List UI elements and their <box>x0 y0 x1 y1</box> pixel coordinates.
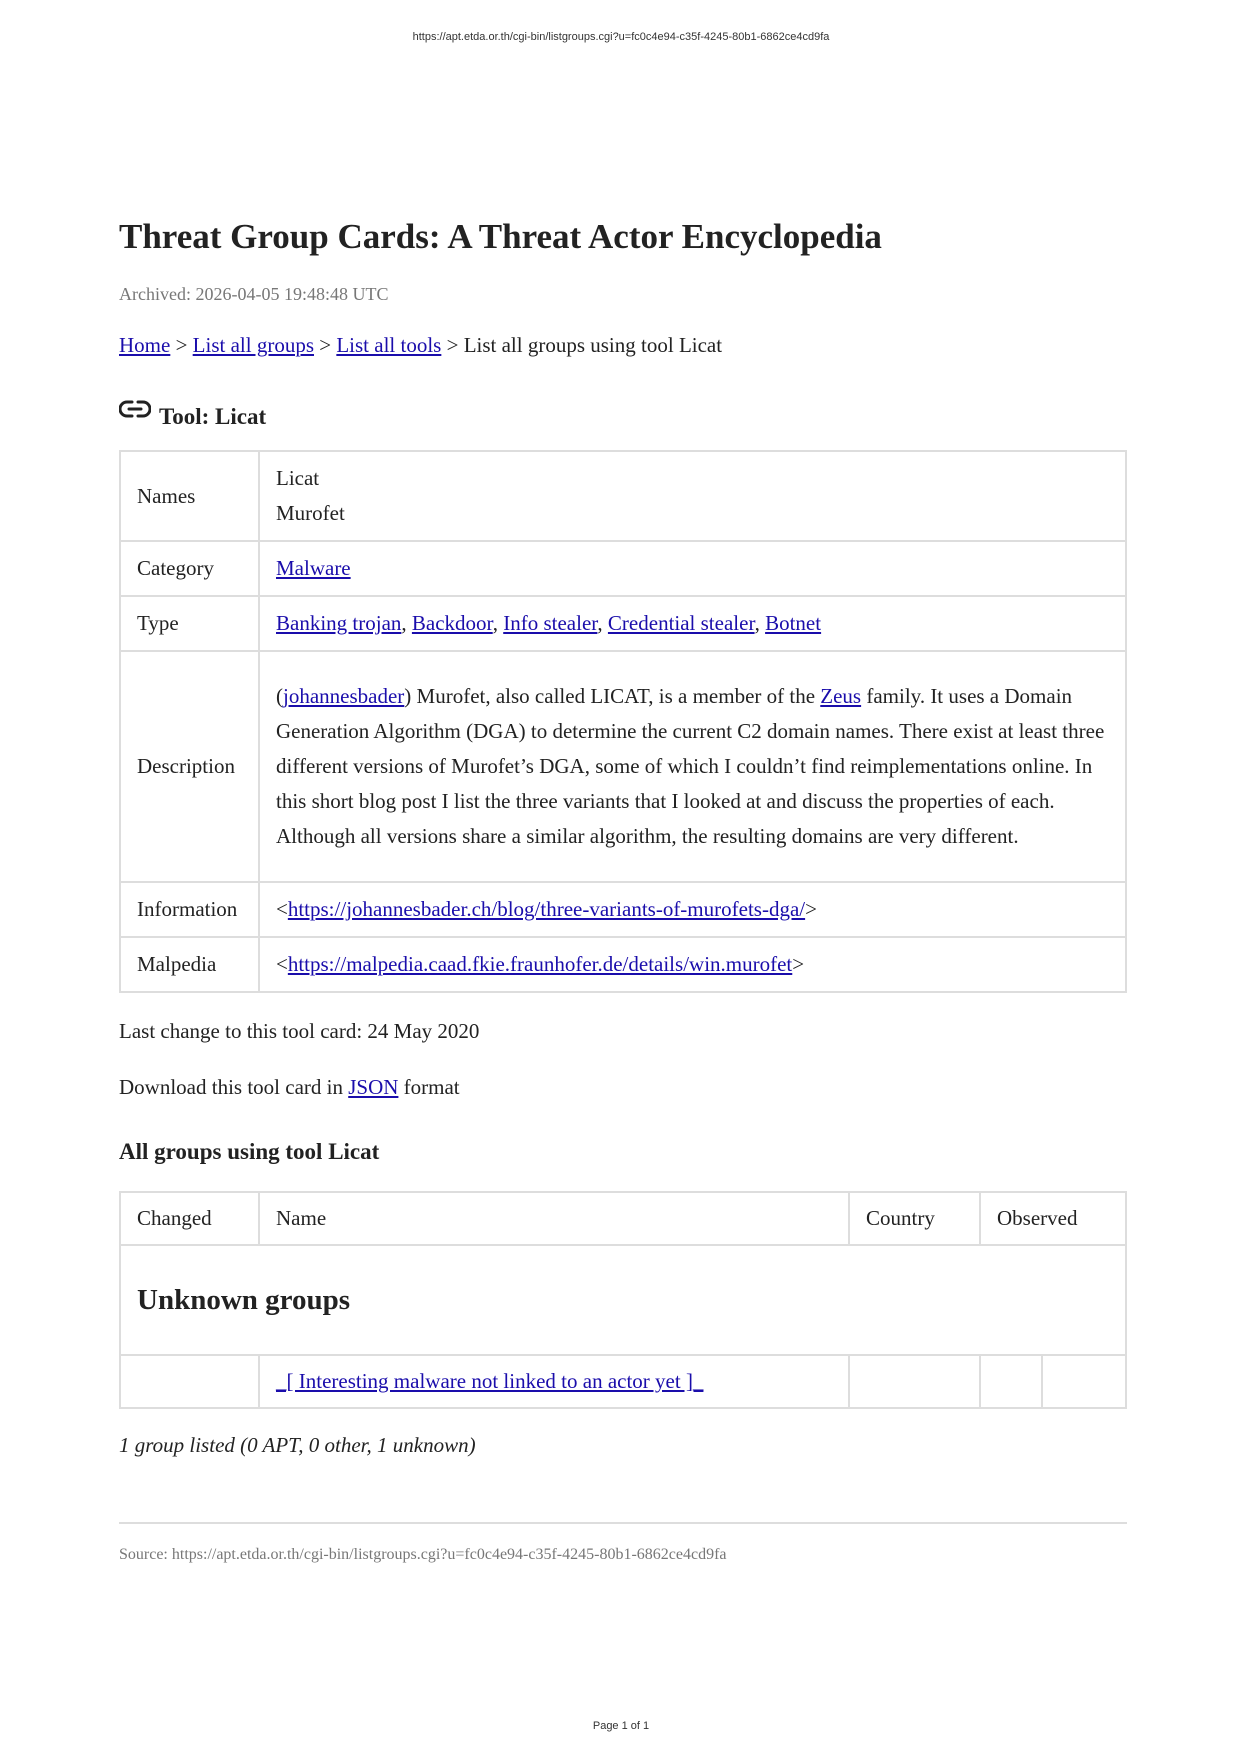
malpedia-label: Malpedia <box>120 937 259 992</box>
column-header-name: Name <box>259 1192 849 1245</box>
type-link[interactable]: Botnet <box>765 611 822 635</box>
type-link[interactable]: Banking trojan <box>276 611 402 635</box>
malpedia-row <box>120 937 1126 992</box>
archived-timestamp: Archived: 2026-04-05 19:48:48 UTC <box>119 284 389 304</box>
page-content <box>119 210 1127 1568</box>
type-separator: , <box>401 611 412 635</box>
malpedia-value <box>259 937 1126 992</box>
information-row <box>120 882 1126 937</box>
category-label: Category <box>120 541 259 596</box>
description-label: Description <box>120 651 259 882</box>
groups-header-row <box>120 1192 1126 1245</box>
type-separator: , <box>492 611 504 635</box>
description-text: family. It uses a Domain Generation Algorithm (DGA) to determine the current C2 domain names. There exist at least three different versions of Murofet’s DGA, some of which I couldn’t find reimplementations online. In this short blog post I list the three variants that I looked at and discuss the properties of each. Although all versions share a similar algorithm, the resulting domains are very different. <box>276 684 1105 848</box>
name-item: Licat <box>276 466 320 490</box>
name-cell <box>259 1355 849 1408</box>
column-header-country: Country <box>849 1192 980 1245</box>
description-text: ) Murofet, also called LICAT, is a member of the <box>404 684 821 708</box>
download-suffix: format <box>398 1075 460 1099</box>
category-link[interactable]: Malware <box>276 556 351 580</box>
angle-close: > <box>805 897 817 921</box>
name-item: Murofet <box>276 501 345 525</box>
type-label: Type <box>120 596 259 651</box>
print-header-url: https://apt.etda.or.th/cgi-bin/listgroups.cgi?u=fc0c4e94-c35f-4245-80b1-6862ce4cd9fa <box>412 31 830 43</box>
tool-heading-text: Tool: Licat <box>159 404 267 429</box>
last-change: Last change to this tool card: 24 May 2020 <box>119 1019 480 1043</box>
type-separator: , <box>754 611 766 635</box>
breadcrumb <box>119 330 1127 360</box>
breadcrumb-current: List all groups using tool Licat <box>463 333 723 357</box>
table-row <box>120 1355 1126 1408</box>
type-value <box>259 596 1126 651</box>
observed-cell <box>980 1355 1042 1408</box>
type-link[interactable]: Credential stealer <box>607 611 755 635</box>
names-label: Names <box>120 451 259 541</box>
download-line <box>119 1071 1127 1103</box>
breadcrumb-separator: > <box>441 333 464 357</box>
json-download-link[interactable]: JSON <box>348 1075 399 1099</box>
description-row <box>120 651 1126 882</box>
download-prefix: Download this tool card in <box>119 1075 349 1099</box>
angle-open: < <box>276 897 288 921</box>
malpedia-link[interactable]: https://malpedia.caad.fkie.fraunhofer.de/details/win.murofet <box>287 952 793 976</box>
breadcrumb-separator: > <box>314 333 337 357</box>
page-title: Threat Group Cards: A Threat Actor Encyclopedia <box>119 217 882 256</box>
type-link[interactable]: Backdoor <box>411 611 493 635</box>
breadcrumb-all-groups-link[interactable]: List all groups <box>192 333 314 357</box>
category-row <box>120 541 1126 596</box>
names-row <box>120 451 1126 541</box>
breadcrumb-home-link[interactable]: Home <box>119 333 171 357</box>
breadcrumb-all-tools-link[interactable]: List all tools <box>336 333 442 357</box>
tool-card-table <box>119 450 1127 993</box>
groups-table <box>119 1191 1127 1409</box>
description-source-link[interactable]: johannesbader <box>283 684 405 708</box>
information-link[interactable]: https://johannesbader.ch/blog/three-variants-of-murofets-dga/ <box>287 897 806 921</box>
source-url: Source: https://apt.etda.or.th/cgi-bin/listgroups.cgi?u=fc0c4e94-c35f-4245-80b1-6862ce4cd9fa <box>119 1546 727 1563</box>
category-value <box>259 541 1126 596</box>
tool-heading <box>119 390 1127 430</box>
divider <box>119 1522 1127 1524</box>
extra-cell <box>1042 1355 1126 1408</box>
column-header-observed: Observed <box>980 1192 1126 1245</box>
group-link[interactable]: _[ Interesting malware not linked to an actor yet ]_ <box>276 1369 704 1393</box>
type-row <box>120 596 1126 651</box>
description-value <box>259 651 1126 882</box>
type-separator: , <box>597 611 608 635</box>
groups-summary: 1 group listed (0 APT, 0 other, 1 unknown) <box>119 1433 476 1457</box>
angle-close: > <box>792 952 805 976</box>
type-link[interactable]: Info stealer <box>503 611 598 635</box>
information-label: Information <box>120 882 259 937</box>
section-heading-unknown-groups: Unknown groups <box>120 1245 1126 1355</box>
section-row <box>120 1245 1126 1355</box>
changed-cell <box>120 1355 259 1408</box>
description-paren: ( <box>276 684 283 708</box>
angle-open: < <box>276 952 288 976</box>
column-header-changed: Changed <box>120 1192 259 1245</box>
information-value <box>259 882 1126 937</box>
groups-heading: All groups using tool Licat <box>119 1139 380 1164</box>
names-value <box>259 451 1126 541</box>
link-icon <box>119 398 151 420</box>
country-cell <box>849 1355 980 1408</box>
breadcrumb-separator: > <box>170 333 193 357</box>
page-number: Page 1 of 1 <box>592 1720 650 1732</box>
zeus-link[interactable]: Zeus <box>820 684 862 708</box>
